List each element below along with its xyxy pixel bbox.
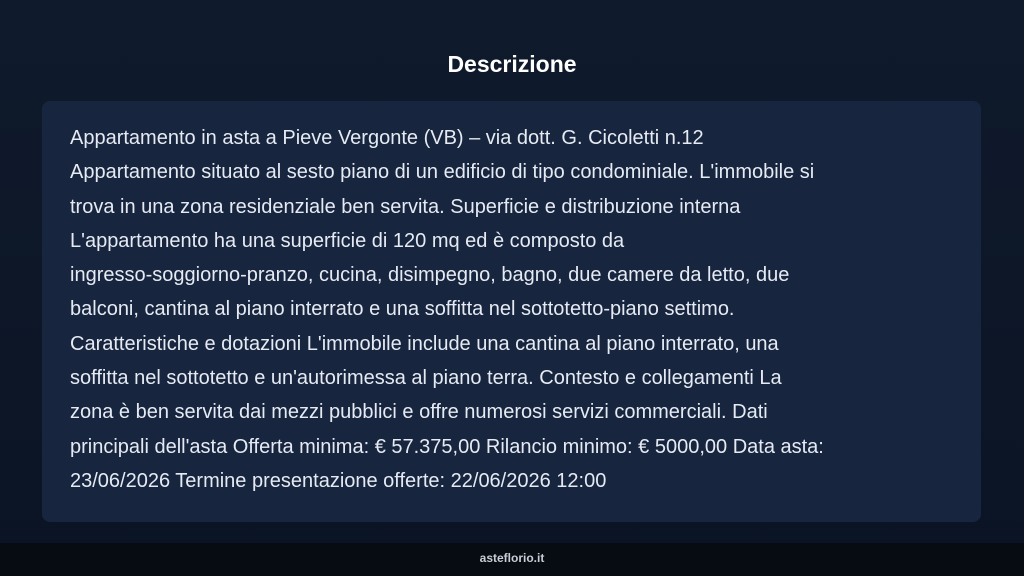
footer-site-name: asteflorio.it bbox=[479, 551, 545, 565]
description-line: ingresso-soggiorno-pranzo, cucina, disimpegno, bagno, due camere da letto, due bbox=[70, 264, 790, 287]
description-line: soffitta nel sottotetto e un'autorimessa al piano terra. Contesto e collegamenti La bbox=[70, 367, 782, 390]
description-line: trova in una zona residenziale ben servita. Superficie e distribuzione interna bbox=[70, 195, 741, 218]
description-line: Caratteristiche e dotazioni L'immobile include una cantina al piano interrato, una bbox=[70, 332, 779, 355]
description-line: principali dell'asta Offerta minima: € 57.375,00 Rilancio minimo: € 5000,00 Data asta: bbox=[70, 435, 824, 458]
description-line: balconi, cantina al piano interrato e una soffitta nel sottotetto-piano settimo. bbox=[70, 298, 735, 321]
page-title: Descrizione bbox=[447, 51, 577, 77]
footer-bar bbox=[0, 543, 1024, 576]
description-text bbox=[70, 121, 957, 498]
description-card bbox=[42, 101, 981, 522]
description-line: zona è ben servita dai mezzi pubblici e offre numerosi servizi commerciali. Dati bbox=[70, 401, 768, 424]
description-line: Appartamento situato al sesto piano di un edificio di tipo condominiale. L'immobile si bbox=[70, 161, 815, 184]
description-line: Appartamento in asta a Pieve Vergonte (VB) – via dott. G. Cicoletti n.12 bbox=[70, 127, 704, 149]
description-line: L'appartamento ha una superficie di 120 mq ed è composto da bbox=[70, 229, 625, 252]
description-line: 23/06/2026 Termine presentazione offerte: 22/06/2026 12:00 bbox=[70, 469, 607, 492]
